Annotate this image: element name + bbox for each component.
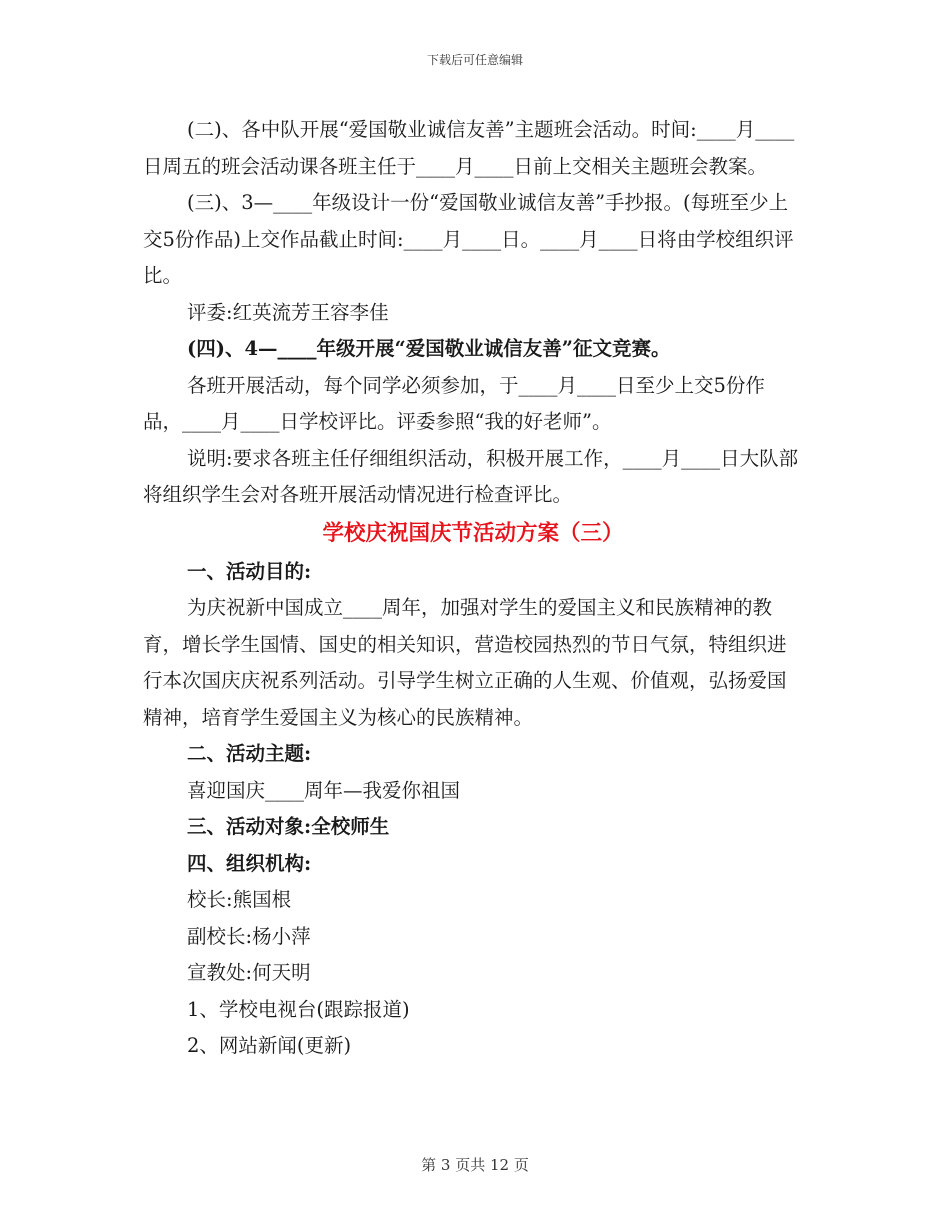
org-item-tv-station: 1、学校电视台(跟踪报道) — [187, 997, 410, 1021]
org-item-propaganda-office: 宣教处:何天明 — [187, 961, 311, 984]
org-item-vice-principal: 副校长:杨小萍 — [187, 924, 311, 948]
page-header: 下载后可任意编辑 — [426, 53, 523, 67]
page-footer: 第 3 页共 12 页 — [421, 1156, 529, 1174]
paragraph-theme: 喜迎国庆____周年—我爱你祖国 — [187, 778, 461, 802]
document-body — [143, 112, 803, 1065]
paragraph-handwritten-newspaper: (三)、3—____年级设计一份“爱国敬业诚信友善”手抄报。(每班至少上交5份作品)上交作品截止时间:____月____日。____月____日将由学校组织评比。 — [143, 191, 794, 287]
paragraph-essay-contest: (四)、4—____年级开展“爱国敬业诚信友善”征文竞赛。 — [187, 337, 671, 360]
paragraph-judges: 评委:红英流芳王容李佳 — [187, 300, 389, 324]
section-heading-audience: 三、活动对象:全校师生 — [187, 815, 390, 838]
paragraph-note: 说明:要求各班主任仔细组织活动，积极开展工作，____月____日大队部将组织学生会对各班开展活动情况进行检查评比。 — [143, 446, 799, 506]
paragraph-purpose: 为庆祝新中国成立____周年，加强对学生的爱国主义和民族精神的教育，增长学生国情、国史的相关知识，营造校园热烈的节日气氛，特组织进行本次国庆庆祝系列活动。引导学生树立正确的人生观、价值观，弘扬爱国精神，培育学生爱国主义为核心的民族精神。 — [143, 596, 787, 729]
section-heading-theme: 二、活动主题: — [187, 742, 312, 765]
plan-title: 学校庆祝国庆节活动方案（三） — [322, 520, 624, 546]
org-item-principal: 校长:熊国根 — [187, 888, 292, 911]
paragraph-essay-detail: 各班开展活动，每个同学必须参加，于____月____日至少上交5份作品，____月____日学校评比。评委参照“我的好老师”。 — [143, 373, 765, 433]
org-item-website-news: 2、网站新闻(更新) — [187, 1034, 352, 1057]
section-heading-purpose: 一、活动目的: — [187, 559, 312, 583]
paragraph-class-meeting: (二)、各中队开展“爱国敬业诚信友善”主题班会活动。时间:____月____日周五的班会活动课各班主任于____月____日前上交相关主题班会教案。 — [143, 118, 795, 178]
section-heading-organization: 四、组织机构: — [187, 851, 312, 875]
